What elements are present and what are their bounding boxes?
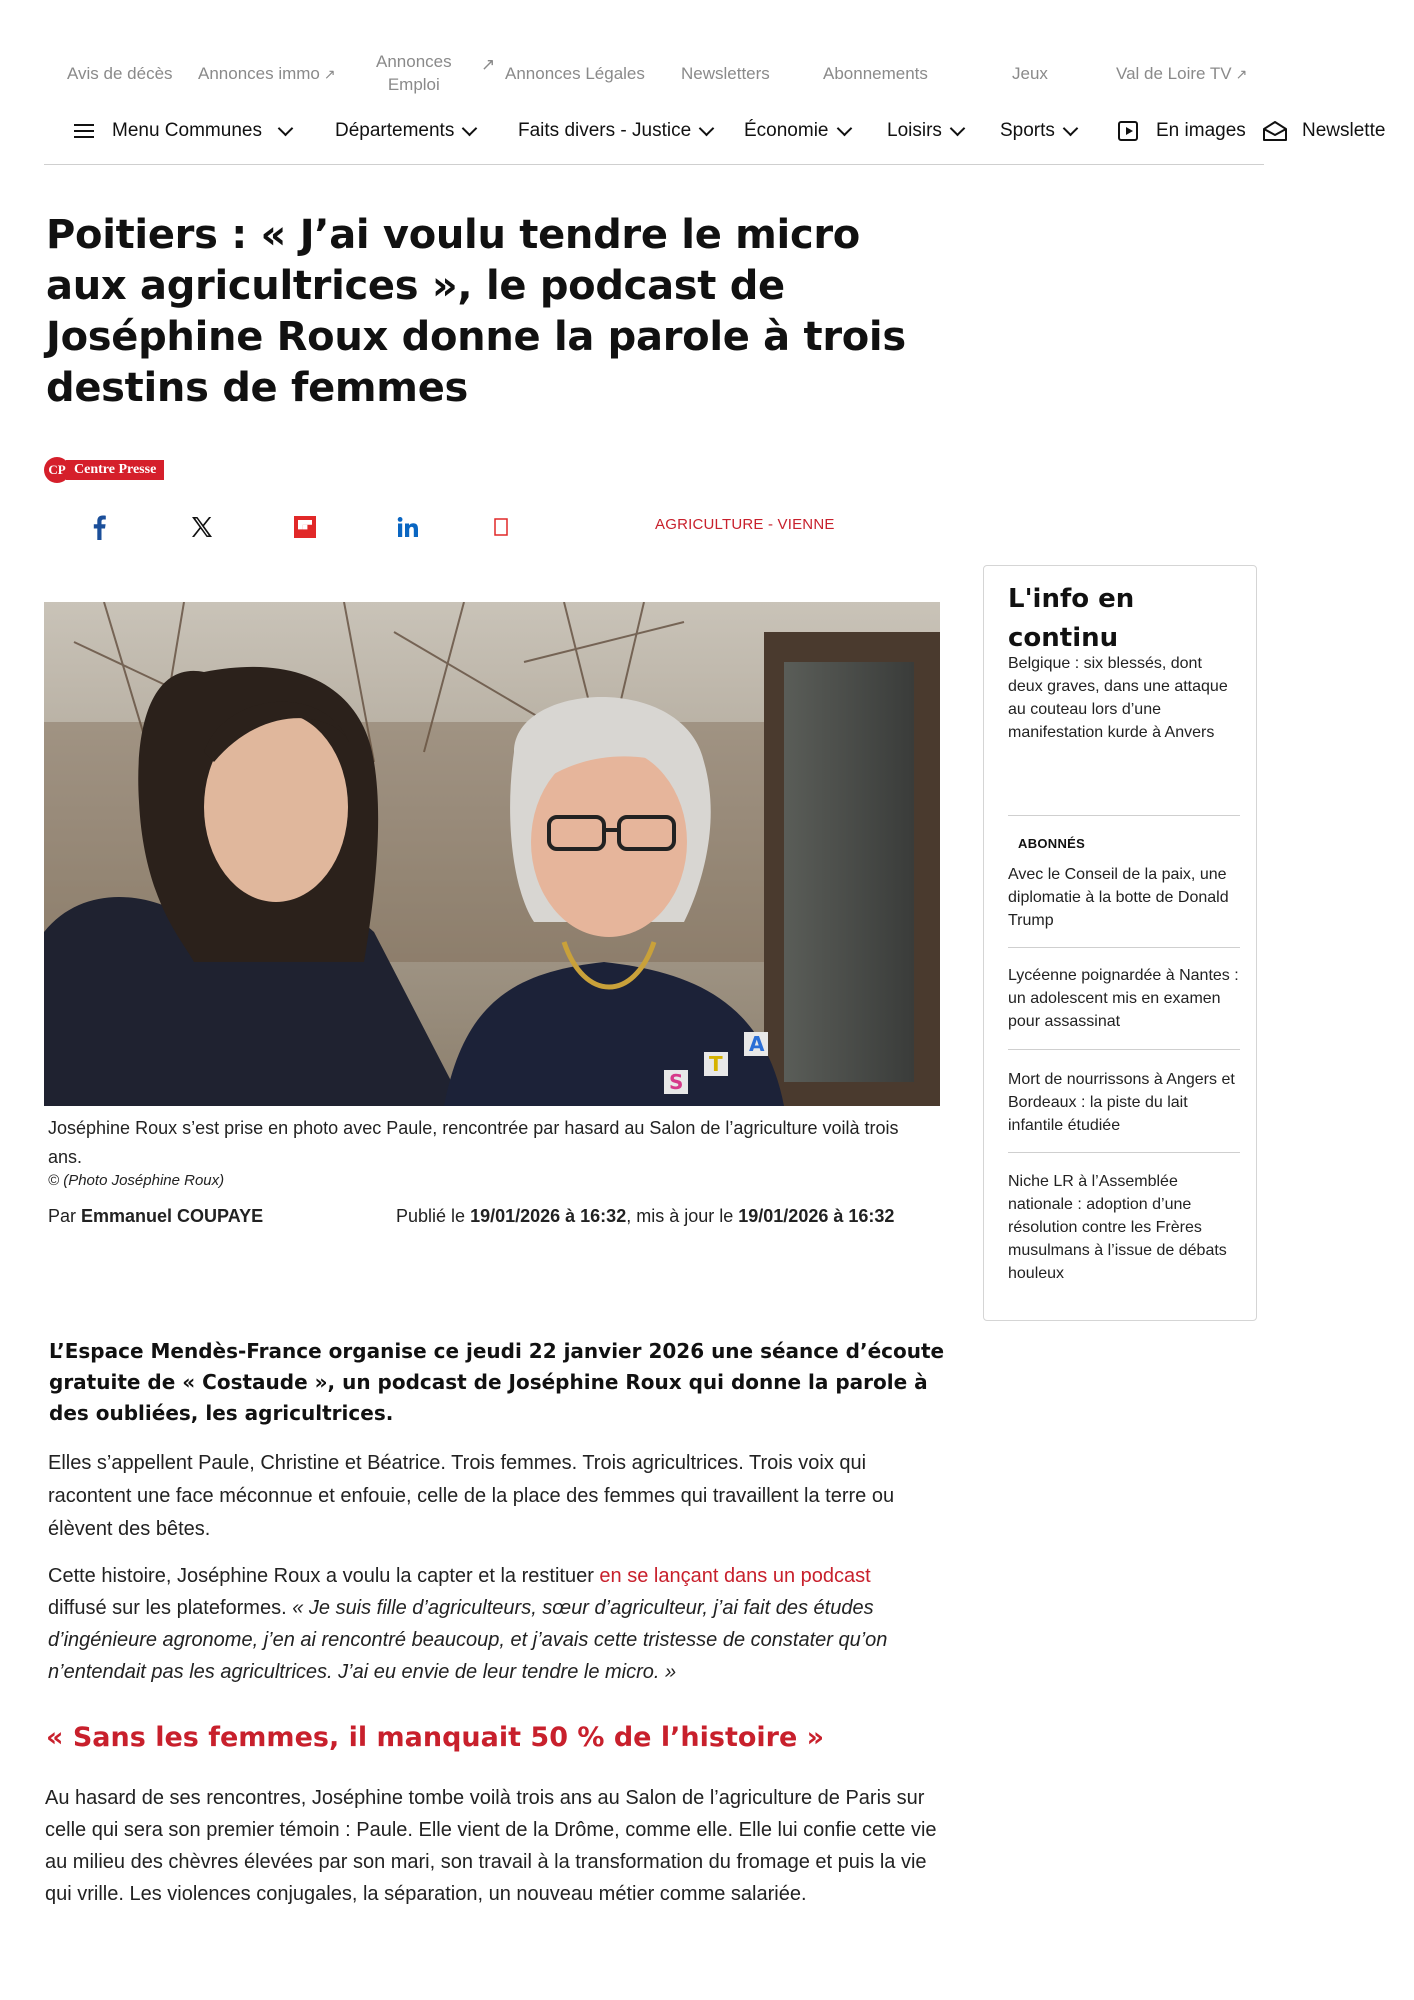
chevron-down-icon bbox=[950, 121, 966, 137]
nav-faits-divers-justice[interactable]: Faits divers - Justice bbox=[518, 120, 712, 142]
inline-article-link[interactable]: en se lançant dans un podcast bbox=[599, 1565, 871, 1587]
svg-text:A: A bbox=[749, 1032, 765, 1056]
subscribers-badge: ABONNÉS bbox=[1018, 836, 1086, 851]
linkedin-icon bbox=[397, 516, 419, 538]
source-logo-name: Centre Presse bbox=[66, 460, 164, 480]
svg-text:T: T bbox=[709, 1052, 723, 1076]
photo-caption: Joséphine Roux s’est prise en photo avec Paule, rencontrée par hasard au Salon de l’agriculture voilà trois ans. bbox=[48, 1118, 899, 1167]
publication-date: Publié le 19/01/2026 à 16:32, mis à jour le 19/01/2026 à 16:32 bbox=[396, 1206, 895, 1226]
source-logo bbox=[44, 457, 164, 483]
sidebar-news-item[interactable]: Lycéenne poignardée à Nantes : un adolescent mis en examen pour assassinat bbox=[1008, 967, 1239, 1030]
external-link-icon: ↗ bbox=[323, 66, 336, 82]
chevron-down-icon bbox=[699, 121, 715, 137]
x-share-button[interactable] bbox=[187, 512, 217, 542]
top-link-abonnements[interactable]: Abonnements bbox=[823, 64, 928, 83]
top-link-newsletters[interactable]: Newsletters bbox=[681, 64, 770, 83]
top-link-annonces-legales[interactable]: Annonces Légales bbox=[505, 64, 645, 83]
nav-menu-communes[interactable]: Menu Communes bbox=[74, 120, 291, 142]
top-link-jeux[interactable]: Jeux bbox=[1012, 64, 1048, 83]
photo-credit: © (Photo Joséphine Roux) bbox=[48, 1172, 225, 1189]
linkedin-share-button[interactable] bbox=[393, 512, 423, 542]
main-navigation bbox=[44, 112, 1414, 164]
chevron-down-icon bbox=[462, 121, 478, 137]
facebook-share-button[interactable] bbox=[84, 512, 114, 542]
sidebar-news-item[interactable]: Mort de nourrissons à Angers et Bordeaux : la piste du lait infantile étudiée bbox=[1008, 1071, 1235, 1134]
sidebar-news-item[interactable]: Belgique : six blessés, dont deux graves, dans une attaque au couteau lors d’une manifestation kurde à Anvers bbox=[1008, 655, 1228, 741]
nav-departements[interactable]: Départements bbox=[335, 120, 475, 142]
sidebar-news-item[interactable]: Avec le Conseil de la paix, une diplomatie à la botte de Donald Trump bbox=[1008, 866, 1229, 929]
article-title: Poitiers : « J’ai voulu tendre le micro aux agricultrices », le podcast de Joséphine Roux donne la parole à trois destins de femmes bbox=[46, 212, 906, 411]
play-icon bbox=[1118, 121, 1138, 141]
article-lead: L’Espace Mendès-France organise ce jeudi 22 janvier 2026 une séance d’écoute gratuite de « Costaude », un podcast de Joséphine Roux qui donne la parole à des oubliées, les agricultrices. bbox=[49, 1339, 945, 1425]
facebook-icon bbox=[91, 514, 107, 540]
sidebar-divider bbox=[1008, 1152, 1240, 1153]
flipboard-icon bbox=[294, 516, 316, 538]
sidebar-divider bbox=[1008, 1049, 1240, 1050]
external-link-icon: ↗ bbox=[1235, 66, 1248, 82]
sidebar-divider bbox=[1008, 947, 1240, 948]
top-utility-bar bbox=[46, 50, 1276, 100]
hamburger-icon bbox=[74, 123, 94, 139]
article-paragraph: Elles s’appellent Paule, Christine et Béatrice. Trois femmes. Trois agricultrices. Trois voix qui racontent une face méconnue et enfouie, celle de la place des femmes qui travaillent la terre ou élèvent des bêtes. bbox=[48, 1452, 895, 1540]
chevron-down-icon bbox=[278, 121, 294, 137]
author-name[interactable]: Emmanuel COUPAYE bbox=[81, 1206, 264, 1226]
sidebar-news-item[interactable]: Niche LR à l’Assemblée nationale : adoption d’une résolution contre les Frères musulmans à l’issue de débats houleux bbox=[1008, 1173, 1227, 1282]
external-link-icon: ↗ bbox=[481, 55, 496, 74]
quote: « Je suis fille d’agriculteurs, sœur d’agriculteur, j’ai fait des études d’ingénieure agronome, j’en ai rencontré beaucoup, et j’avais cette tristesse de constater qu’on n’entendait pas les agricultrices. J’ai eu envie de leur tendre le micro. » bbox=[48, 1597, 888, 1683]
article-category-link[interactable]: AGRICULTURE - VIENNE bbox=[655, 516, 835, 533]
article-photo-illustration bbox=[44, 602, 940, 1106]
x-icon bbox=[191, 516, 213, 538]
article-photo bbox=[44, 602, 940, 1106]
chevron-down-icon bbox=[1063, 121, 1079, 137]
svg-text:S: S bbox=[669, 1070, 684, 1094]
flipboard-share-button[interactable] bbox=[290, 512, 320, 542]
nav-newsletter[interactable]: Newslette bbox=[1262, 120, 1385, 142]
top-link-annonces-immo[interactable]: Annonces immo ↗ bbox=[198, 64, 336, 83]
nav-loisirs[interactable]: Loisirs bbox=[887, 120, 963, 142]
envelope-icon bbox=[1262, 120, 1288, 142]
top-link-avis-de-deces[interactable]: Avis de décès bbox=[67, 64, 173, 83]
sidebar-divider bbox=[1008, 815, 1240, 816]
source-logo-badge: CP bbox=[44, 457, 70, 483]
bookmark-button[interactable] bbox=[486, 512, 516, 542]
chevron-down-icon bbox=[836, 121, 852, 137]
top-link-annonces-emploi[interactable]: Annonces Emploi bbox=[376, 52, 452, 94]
bookmark-icon bbox=[494, 518, 508, 536]
nav-divider bbox=[44, 164, 1264, 165]
nav-sports[interactable]: Sports bbox=[1000, 120, 1076, 142]
nav-economie[interactable]: Économie bbox=[744, 120, 850, 142]
byline: Par Emmanuel COUPAYE bbox=[48, 1206, 264, 1226]
article-paragraph: Au hasard de ses rencontres, Joséphine tombe voilà trois ans au Salon de l’agriculture de Paris sur celle qui sera son premier témoin : Paule. Elle vient de la Drôme, comme elle. Elle lui confie cette vie au milieu des chèvres élevées par son mari, son travail à la transformation du fromage et puis la vie qui vrille. Les violences conjugales, la séparation, un nouveau métier comme salariée. bbox=[45, 1787, 937, 1905]
sidebar-title: L'info en continu bbox=[1008, 584, 1135, 653]
live-news-sidebar bbox=[983, 565, 1257, 1321]
article-subheading: « Sans les femmes, il manquait 50 % de l’histoire » bbox=[46, 1722, 825, 1753]
article-paragraph: Cette histoire, Joséphine Roux a voulu la capter et la restituer en se lançant dans un podcast diffusé sur les plateformes. « Je suis fille d’agriculteurs, sœur d’agriculteur, j’ai fait des études d’ingénieure agronome, j’en ai rencontré beaucoup, et j’avais cette tristesse de constater qu’on n’entendait pas les agricultrices. J’ai eu envie de leur tendre le micro. » bbox=[48, 1565, 888, 1683]
nav-en-images[interactable]: En images bbox=[1118, 120, 1246, 142]
top-link-val-de-loire-tv[interactable]: Val de Loire TV ↗ bbox=[1116, 64, 1248, 83]
